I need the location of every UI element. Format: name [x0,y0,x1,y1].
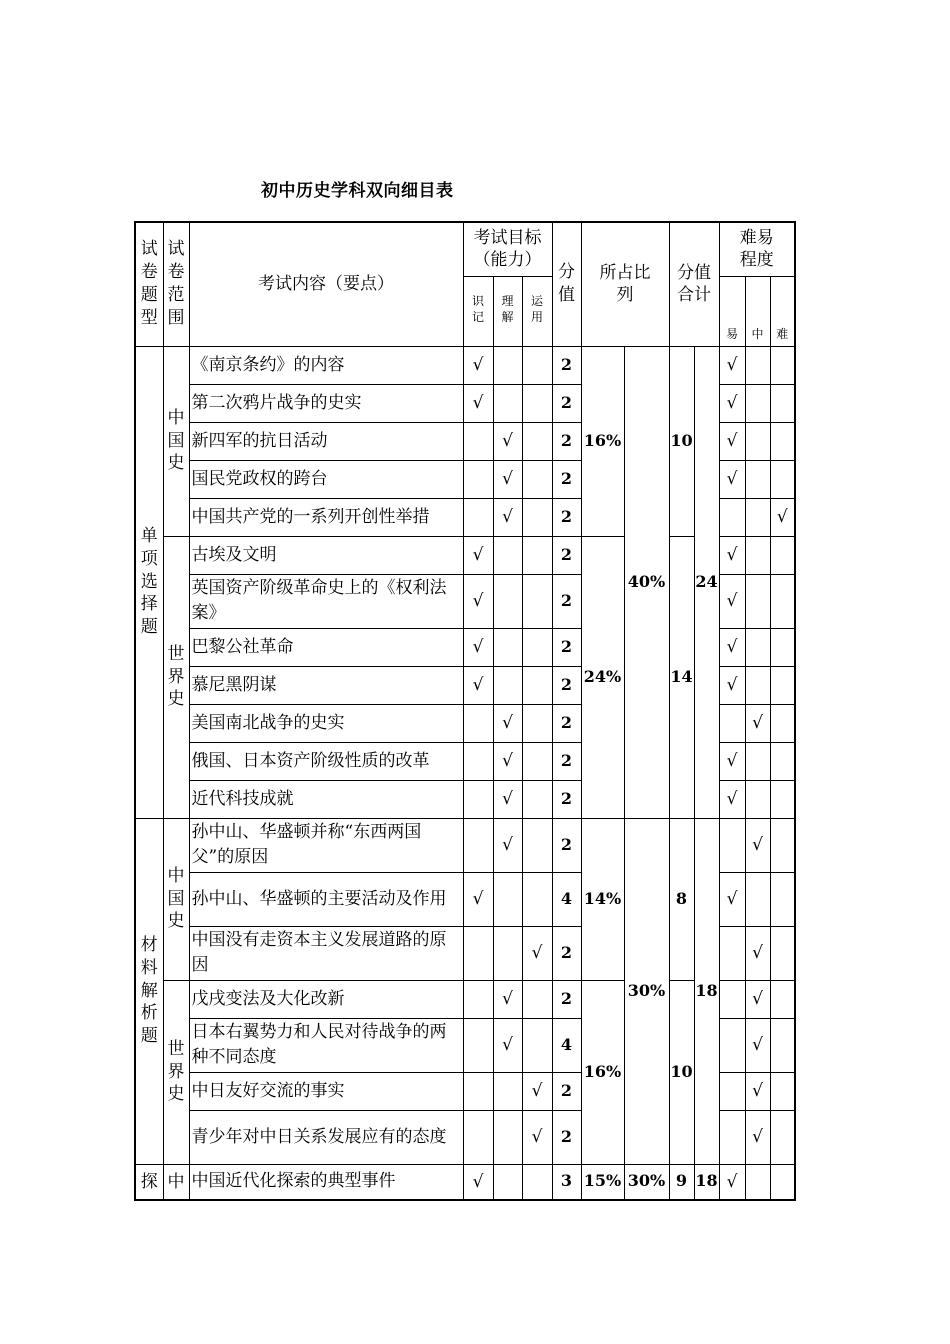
header-goal-understand: 理解 [493,276,522,346]
row-score: 2 [552,742,581,780]
mark-easy: √ [719,780,745,818]
section2-scope-china: 中国史 [163,818,189,980]
row-content: 俄国、日本资产阶级性质的改革 [189,742,463,780]
header-diff-easy: 易 [719,276,745,346]
section2-group1-ratio: 14% [581,818,624,980]
row-score: 2 [552,1110,581,1164]
row-content: 中国近代化探索的典型事件 [189,1164,463,1200]
row-score: 2 [552,574,581,628]
mark-easy: √ [719,742,745,780]
header-scope: 试卷范围 [163,222,189,346]
page-title: 初中历史学科双向细目表 [261,181,454,201]
mark-understand: √ [493,780,522,818]
header-goal: 考试目标（能力） [463,222,552,276]
mark-recall: √ [463,346,493,384]
mark-understand: √ [493,422,522,460]
row-score: 2 [552,422,581,460]
row-content: 日本右翼势力和人民对待战争的两种不同态度 [189,1018,463,1072]
row-score: 2 [552,1072,581,1110]
mark-understand: √ [493,704,522,742]
mark-recall: √ [463,384,493,422]
section1-group2-ratio: 24% [581,536,624,818]
section2-total: 18 [694,818,719,1164]
row-content: 英国资产阶级革命史上的《权利法案》 [189,574,463,628]
section3-subtotal: 9 [669,1164,694,1200]
row-score: 2 [552,704,581,742]
mark-understand: √ [493,498,522,536]
mark-medium: √ [745,980,770,1018]
mark-understand: √ [493,742,522,780]
header-total: 分值合计 [669,222,719,346]
mark-understand: √ [493,980,522,1018]
row-content: 第二次鸦片战争的史实 [189,384,463,422]
mark-easy: √ [719,872,745,926]
mark-medium: √ [745,1018,770,1072]
section1-scope-world: 世界史 [163,536,189,818]
section3-ratio: 15% [581,1164,624,1200]
table-row [135,818,795,872]
header-difficulty: 难易程度 [719,222,795,276]
row-score: 2 [552,536,581,574]
row-content: 古埃及文明 [189,536,463,574]
row-score: 4 [552,1018,581,1072]
row-content: 孙中山、华盛顿的主要活动及作用 [189,872,463,926]
header-diff-medium: 中 [745,276,770,346]
mark-easy: √ [719,1164,745,1200]
header-type: 试卷题型 [135,222,163,346]
section2-group2-ratio: 16% [581,980,624,1164]
mark-recall: √ [463,628,493,666]
mark-easy: √ [719,536,745,574]
table-row [135,346,795,384]
section3-scope: 中 [163,1164,189,1200]
row-content: 中国没有走资本主义发展道路的原因 [189,926,463,980]
header-goal-recall: 识记 [463,276,493,346]
row-score: 2 [552,818,581,872]
mark-medium: √ [745,926,770,980]
row-score: 2 [552,346,581,384]
table-row [135,1164,795,1200]
row-content: 《南京条约》的内容 [189,346,463,384]
mark-easy: √ [719,422,745,460]
section3-type: 探 [135,1164,163,1200]
row-content: 中国共产党的一系列开创性举措 [189,498,463,536]
mark-medium: √ [745,1110,770,1164]
row-content: 慕尼黑阴谋 [189,666,463,704]
mark-medium: √ [745,1072,770,1110]
specification-table [134,221,796,1201]
row-content: 青少年对中日关系发展应有的态度 [189,1110,463,1164]
mark-recall: √ [463,536,493,574]
mark-easy: √ [719,628,745,666]
row-score: 2 [552,666,581,704]
section2-group1-subtotal: 8 [669,818,694,980]
row-content: 新四军的抗日活动 [189,422,463,460]
row-score: 2 [552,980,581,1018]
section2-group2-subtotal: 10 [669,980,694,1164]
mark-recall: √ [463,1164,493,1200]
mark-understand: √ [493,1018,522,1072]
mark-medium: √ [745,704,770,742]
section1-total: 24 [694,346,719,818]
mark-understand: √ [493,818,522,872]
section1-group1-ratio: 16% [581,346,624,536]
section2-scope-world: 世界史 [163,980,189,1164]
header-ratio: 所占比列 [581,222,669,346]
row-content: 戊戌变法及大化改新 [189,980,463,1018]
row-content: 国民党政权的跨台 [189,460,463,498]
mark-apply: √ [522,926,552,980]
row-score: 2 [552,460,581,498]
mark-recall: √ [463,574,493,628]
section1-type: 单项选择题 [135,346,163,818]
section2-type: 材料解析题 [135,818,163,1164]
mark-apply: √ [522,1110,552,1164]
section2-ratio: 30% [624,818,669,1164]
row-content: 近代科技成就 [189,780,463,818]
section1-group2-subtotal: 14 [669,536,694,818]
row-score: 2 [552,498,581,536]
row-score: 2 [552,628,581,666]
section3-ratio-total: 30% [624,1164,669,1200]
row-score: 2 [552,780,581,818]
mark-medium: √ [745,818,770,872]
mark-easy: √ [719,574,745,628]
row-content: 孙中山、华盛顿并称“东西两国父”的原因 [189,818,463,872]
row-content: 巴黎公社革命 [189,628,463,666]
row-score: 2 [552,926,581,980]
header-diff-hard: 难 [770,276,795,346]
header-content: 考试内容（要点） [189,222,463,346]
mark-easy: √ [719,666,745,704]
section1-group1-subtotal: 10 [669,346,694,536]
header-score: 分值 [552,222,581,346]
row-score: 3 [552,1164,581,1200]
section3-total: 18 [694,1164,719,1200]
mark-easy: √ [719,460,745,498]
mark-understand: √ [493,460,522,498]
mark-apply: √ [522,1072,552,1110]
mark-recall: √ [463,666,493,704]
mark-hard: √ [770,498,795,536]
section1-ratio: 40% [624,346,669,818]
row-content: 美国南北战争的史实 [189,704,463,742]
mark-easy: √ [719,384,745,422]
section1-scope-china: 中国史 [163,346,189,536]
header-goal-apply: 运用 [522,276,552,346]
row-score: 2 [552,384,581,422]
row-score: 4 [552,872,581,926]
mark-easy: √ [719,346,745,384]
mark-recall: √ [463,872,493,926]
row-content: 中日友好交流的事实 [189,1072,463,1110]
